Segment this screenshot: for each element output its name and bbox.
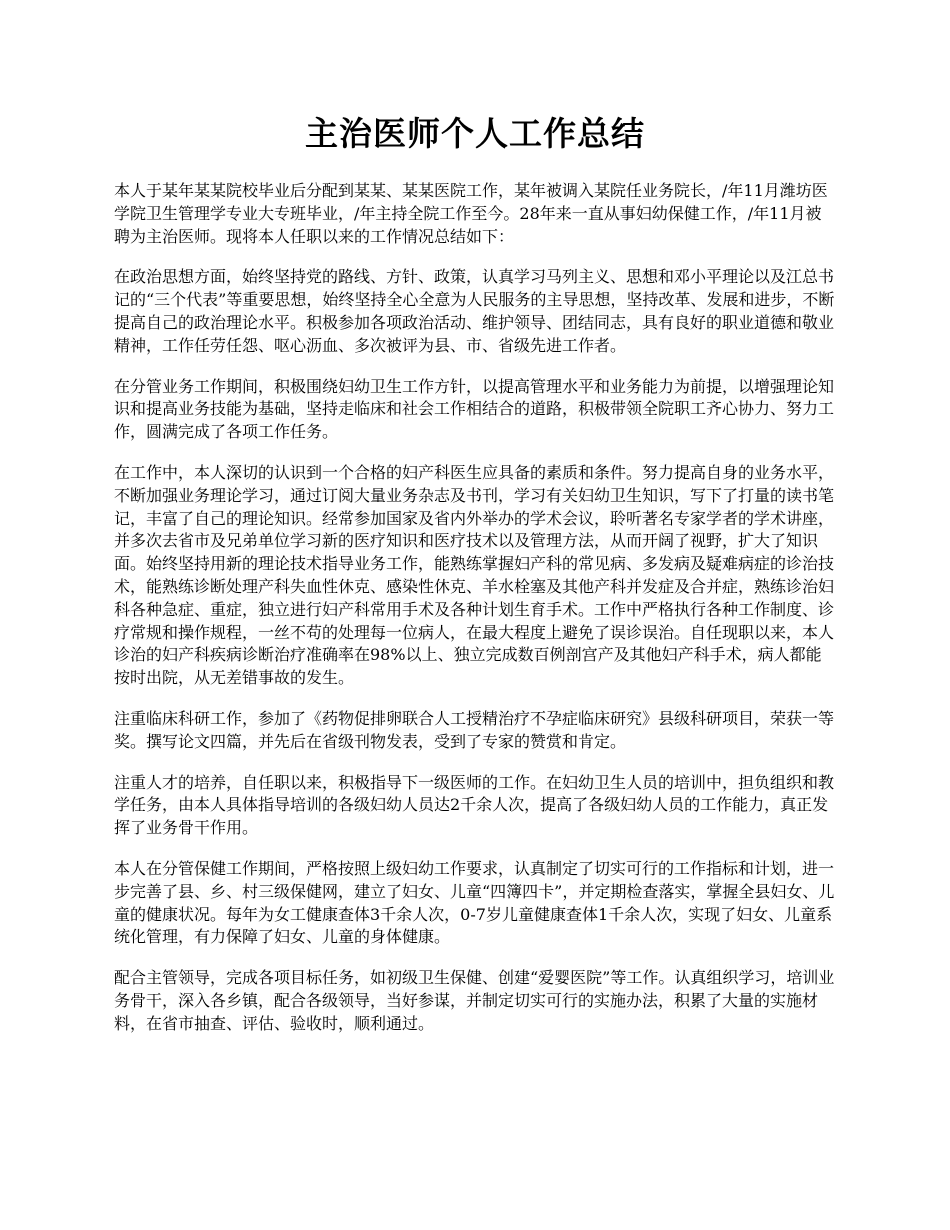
paragraph-research: 注重临床科研工作，参加了《药物促排卵联合人工授精治疗不孕症临床研究》县级科研项目，荣获一等奖。撰写论文四篇，并先后在省级刊物发表，受到了专家的赞赏和肯定。	[114, 708, 835, 751]
paragraph-intro: 本人于某年某某院校毕业后分配到某某、某某医院工作，某年被调入某院任业务院长，/年11月潍坊医学院卫生管理学专业大专班毕业，/年主持全院工作至今。28年来一直从事妇幼保健工作，/年11月被聘为主治医师。现将本人任职以来的工作情况总结如下：	[114, 181, 828, 246]
paragraph-clinical-work: 在工作中，本人深切的认识到一个合格的妇产科医生应具备的素质和条件。努力提高自身的业务水平，不断加强业务理论学习，通过订阅大量业务杂志及书刊，学习有关妇幼卫生知识，写下了打量的读书笔记，丰富了自己的理论知识。经常参加国家及省内外举办的学术会议，聆听著名专家学者的学术讲座，并多次去省市及兄弟单位学习新的医疗知识和医疗技术以及管理方法，从而开阔了视野，扩大了知识面。始终坚持用新的理论技术指导业务工作，能熟练掌握妇产科的常见病、多发病及疑难病症的诊治技术，能熟练诊断处理产科失血性休克、感染性休克、羊水栓塞及其他产科并发症及合并症，熟练诊治妇科各种急症、重症，独立进行妇产科常用手术及各种计划生育手术。工作中严格执行各种工作制度、诊疗常规和操作规程，一丝不苟的处理每一位病人，在最大程度上避免了误诊误治。自任现职以来，本人诊治的妇产科疾病诊断治疗准确率在98%以上、独立完成数百例剖宫产及其他妇产科手术，病人都能按时出院，从无差错事故的发生。	[114, 462, 835, 688]
paragraph-training: 注重人才的培养，自任职以来，积极指导下一级医师的工作。在妇幼卫生人员的培训中，担负组织和教学任务，由本人具体指导培训的各级妇幼人员达2千余人次，提高了各级妇幼人员的工作能力，真正发挥了业务骨干作用。	[114, 772, 835, 838]
document-page	[114, 108, 836, 1054]
paragraph-management: 在分管业务工作期间，积极围绕妇幼卫生工作方针，以提高管理水平和业务能力为前提，以增强理论知识和提高业务技能为基础，坚持走临床和社会工作相结合的道路，积极带领全院职工齐心协力、努力工作，圆满完成了各项工作任务。	[114, 376, 835, 442]
paragraph-political: 在政治思想方面，始终坚持党的路线、方针、政策，认真学习马列主义、思想和邓小平理论以及江总书记的“三个代表”等重要思想，始终坚持全心全意为人民服务的主导思想，坚持改革、发展和进步，不断提高自己的政治理论水平。积极参加各项政治活动、维护领导、团结同志，具有良好的职业道德和敬业精神，工作任劳任怨、呕心沥血、多次被评为县、市、省级先进工作者。	[114, 267, 835, 355]
document-title: 主治医师个人工作总结	[305, 114, 645, 153]
paragraph-healthcare: 本人在分管保健工作期间，严格按照上级妇幼工作要求，认真制定了切实可行的工作指标和计划，进一步完善了县、乡、村三级保健网，建立了妇女、儿童“四簿四卡”，并定期检查落实，掌握全县妇女、儿童的健康状况。每年为女工健康查体3千余人次，0-7岁儿童健康查体1千余人次，实现了妇女、儿童系统化管理，有力保障了妇女、儿童的身体健康。	[114, 858, 835, 947]
paragraph-cooperation: 配合主管领导，完成各项目标任务，如初级卫生保健、创建“爱婴医院”等工作。认真组织学习，培训业务骨干，深入各乡镇，配合各级领导，当好参谋，并制定切实可行的实施办法，积累了大量的实施材料，在省市抽查、评估、验收时，顺利通过。	[114, 968, 835, 1033]
